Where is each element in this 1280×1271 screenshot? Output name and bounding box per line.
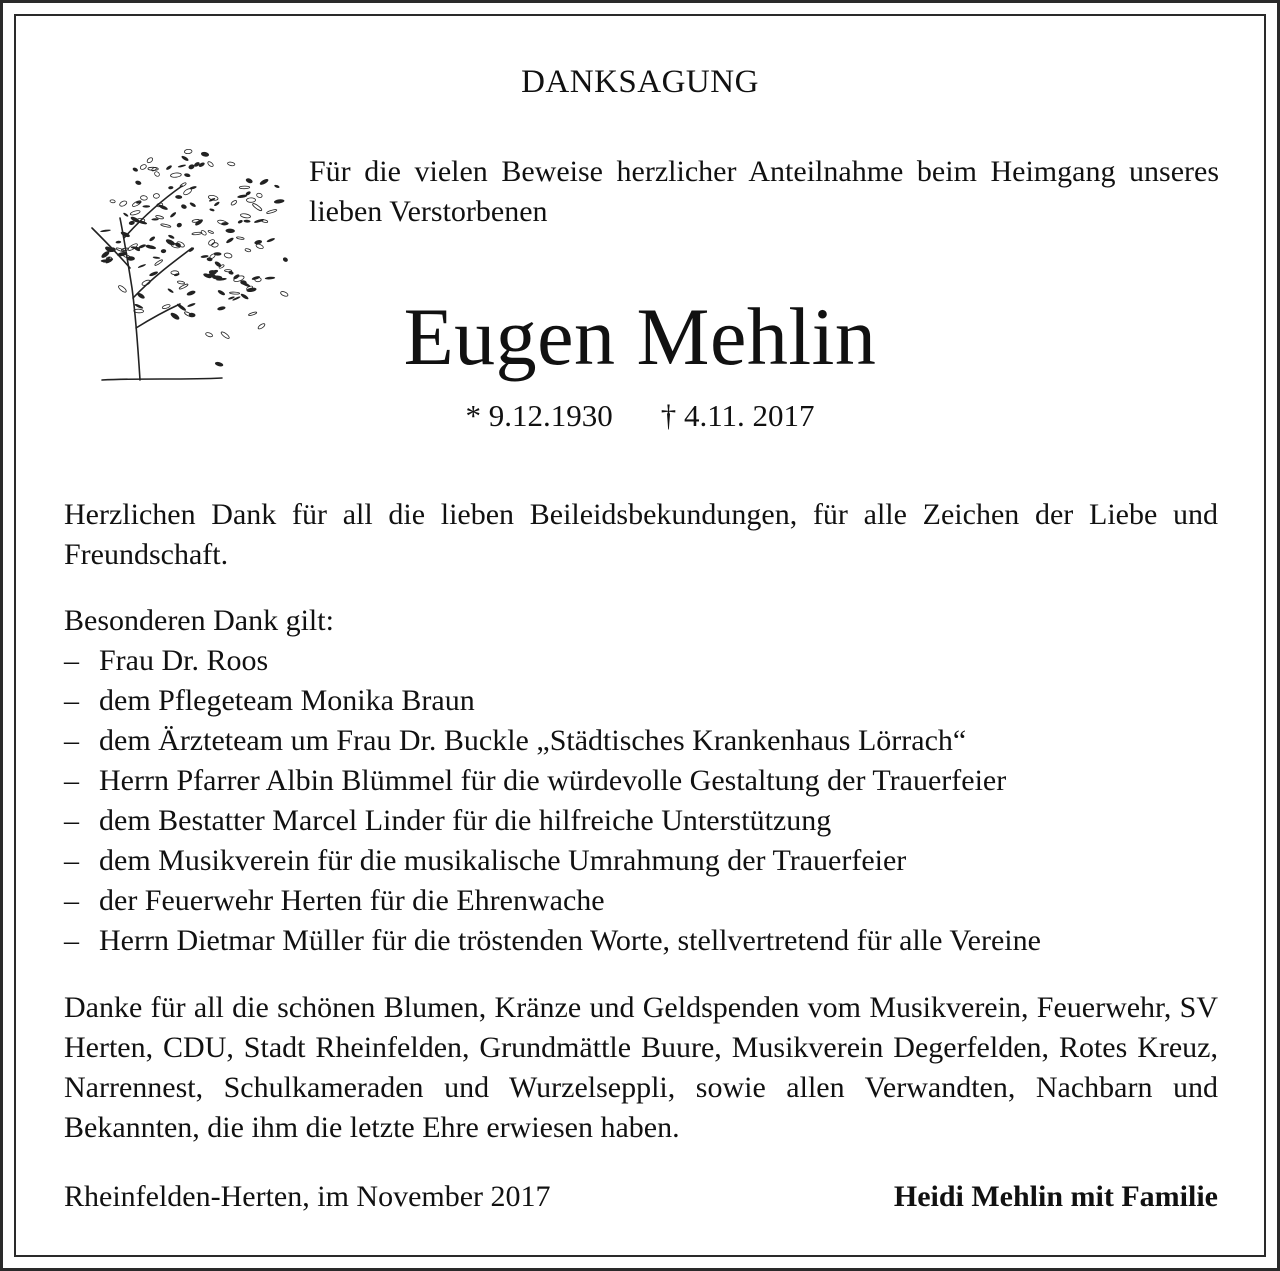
leaf <box>165 238 176 247</box>
leaf <box>254 218 265 223</box>
list-item <box>64 761 1218 801</box>
list-item-text: dem Musikverein für die musikalische Umrahmung der Trauerfeier <box>99 844 907 877</box>
dash: – <box>64 844 79 877</box>
death-date: † 4.11. 2017 <box>660 398 815 433</box>
leaf <box>225 228 235 233</box>
leaf <box>230 200 237 206</box>
list-item-text: Frau Dr. Roos <box>99 644 269 677</box>
leaf <box>200 255 208 259</box>
leaf <box>180 182 187 188</box>
leaf <box>148 167 158 170</box>
leaf <box>123 212 129 217</box>
leaf <box>116 247 125 252</box>
leaf <box>189 185 197 189</box>
list-item-text: dem Bestatter Marcel Linder für die hilfreiche Unterstützung <box>99 804 832 837</box>
leaf <box>282 256 289 262</box>
dash: – <box>64 764 79 797</box>
leaf <box>171 271 179 275</box>
notice-heading: DANKSAGUNG <box>521 64 759 100</box>
leaf <box>154 259 163 266</box>
leaf <box>255 243 263 249</box>
leaf <box>110 200 116 204</box>
leaf <box>149 236 156 242</box>
list-item <box>64 921 1218 961</box>
leaf <box>208 195 219 201</box>
leaf <box>154 171 161 177</box>
leaf <box>266 209 277 214</box>
leaf <box>132 167 139 173</box>
leaf <box>141 279 151 286</box>
leaf <box>214 260 222 268</box>
list-item <box>64 801 1218 841</box>
leaf <box>274 184 280 188</box>
leaf <box>132 200 142 208</box>
dash: – <box>64 884 79 917</box>
leaf <box>139 164 147 171</box>
leaf <box>246 198 255 203</box>
leaf <box>261 219 268 223</box>
leaf <box>225 237 234 244</box>
birth-date: * 9.12.1930 <box>465 398 613 433</box>
leaf <box>151 218 158 220</box>
leaf <box>146 157 153 164</box>
list-item <box>64 641 1218 681</box>
leaf <box>208 230 214 234</box>
dash: – <box>64 724 79 757</box>
leaf <box>115 241 121 244</box>
leaf <box>119 200 128 207</box>
leaf <box>239 186 249 189</box>
leaf <box>245 248 251 252</box>
leaf <box>180 203 187 209</box>
dash: – <box>64 924 79 957</box>
leaf <box>168 234 175 239</box>
leaf <box>130 210 141 216</box>
leaf <box>140 195 147 200</box>
list-item <box>64 681 1218 721</box>
leaf <box>160 223 171 227</box>
thanks-paragraph: Herzlichen Dank für all die lieben Beileidsbekundungen, für alle Zeichen der Liebe und Freundschaft. <box>64 498 1218 571</box>
leaf <box>213 201 220 207</box>
intro-text: Für die vielen Beweise herzlicher Anteilnahme beim Heimgang unseres lieben Verstorbenen <box>309 155 1219 228</box>
life-dates <box>0 398 1280 434</box>
leaf <box>265 276 276 279</box>
leaf <box>177 281 185 285</box>
leaf <box>188 164 195 171</box>
leaf <box>227 162 235 167</box>
leaf <box>201 151 210 157</box>
leaf <box>168 186 173 190</box>
leaf <box>252 203 263 212</box>
leaf <box>176 222 182 228</box>
list-item-text: Herrn Pfarrer Albin Blümmel für die würdevolle Gestaltung der Trauerfeier <box>99 764 1007 797</box>
leaf <box>192 232 202 235</box>
leaf <box>256 193 263 199</box>
leaf <box>245 177 253 184</box>
leaf <box>153 193 159 198</box>
leaf <box>189 202 197 208</box>
dash: – <box>64 804 79 837</box>
leaf <box>243 220 250 223</box>
leaf <box>259 178 269 186</box>
leaf <box>184 173 191 178</box>
leaf <box>240 213 251 219</box>
leaf <box>153 256 161 259</box>
leaf <box>138 263 147 268</box>
leaf <box>237 219 243 224</box>
leaf <box>135 180 142 186</box>
leaf <box>169 211 176 218</box>
special-thanks-heading: Besonderen Dank gilt: <box>64 604 334 637</box>
list-item-text: Herrn Dietmar Müller für die tröstenden Worte, stellvertretend für alle Vereine <box>99 924 1041 957</box>
place-and-date: Rheinfelden-Herten, im November 2017 <box>64 1180 551 1213</box>
leaf <box>209 208 215 212</box>
leaf <box>170 172 181 177</box>
dash: – <box>64 684 79 717</box>
leaf <box>183 187 193 196</box>
leaf <box>181 155 190 162</box>
list-item-text: dem Pflegeteam Monika Braun <box>99 684 475 717</box>
leaf <box>266 237 275 243</box>
leaf <box>274 199 285 204</box>
list-item <box>64 841 1218 881</box>
leaf <box>175 195 182 199</box>
deceased-name: Eugen Mehlin <box>403 291 877 382</box>
leaf <box>178 164 187 168</box>
leaf <box>224 252 233 258</box>
signature: Heidi Mehlin mit Familie <box>893 1180 1218 1213</box>
leaf <box>200 230 207 236</box>
leaf <box>100 229 111 232</box>
list-item <box>64 721 1218 761</box>
special-thanks-list <box>64 641 1218 961</box>
closing-paragraph: Danke für all die schönen Blumen, Kränze und Geldspenden vom Musikverein, Feuerwehr, SV Herten, CDU, Stadt Rheinfelden, Grundmättle Buure, Musikverein Degerfelden, Rotes Kreuz, Narrennest, Schulkameraden und Wurzelseppli, sowie allen Verwandten, Nachbarn und Bekannten, die ihm die letzte Ehre erwiesen haben. <box>64 991 1218 1144</box>
leaf <box>209 253 216 259</box>
list-item-text: dem Ärzteteam um Frau Dr. Buckle „Städtisches Krankenhaus Lörrach“ <box>99 724 967 757</box>
list-item-text: der Feuerwehr Herten für die Ehrenwache <box>99 884 605 917</box>
leaf <box>228 270 234 275</box>
list-item <box>64 881 1218 921</box>
dash: – <box>64 644 79 677</box>
leaf <box>142 205 150 208</box>
leaf <box>236 236 244 239</box>
leaf <box>161 249 167 253</box>
leaf <box>184 149 192 154</box>
leaf <box>207 161 214 168</box>
leaf <box>165 165 172 171</box>
